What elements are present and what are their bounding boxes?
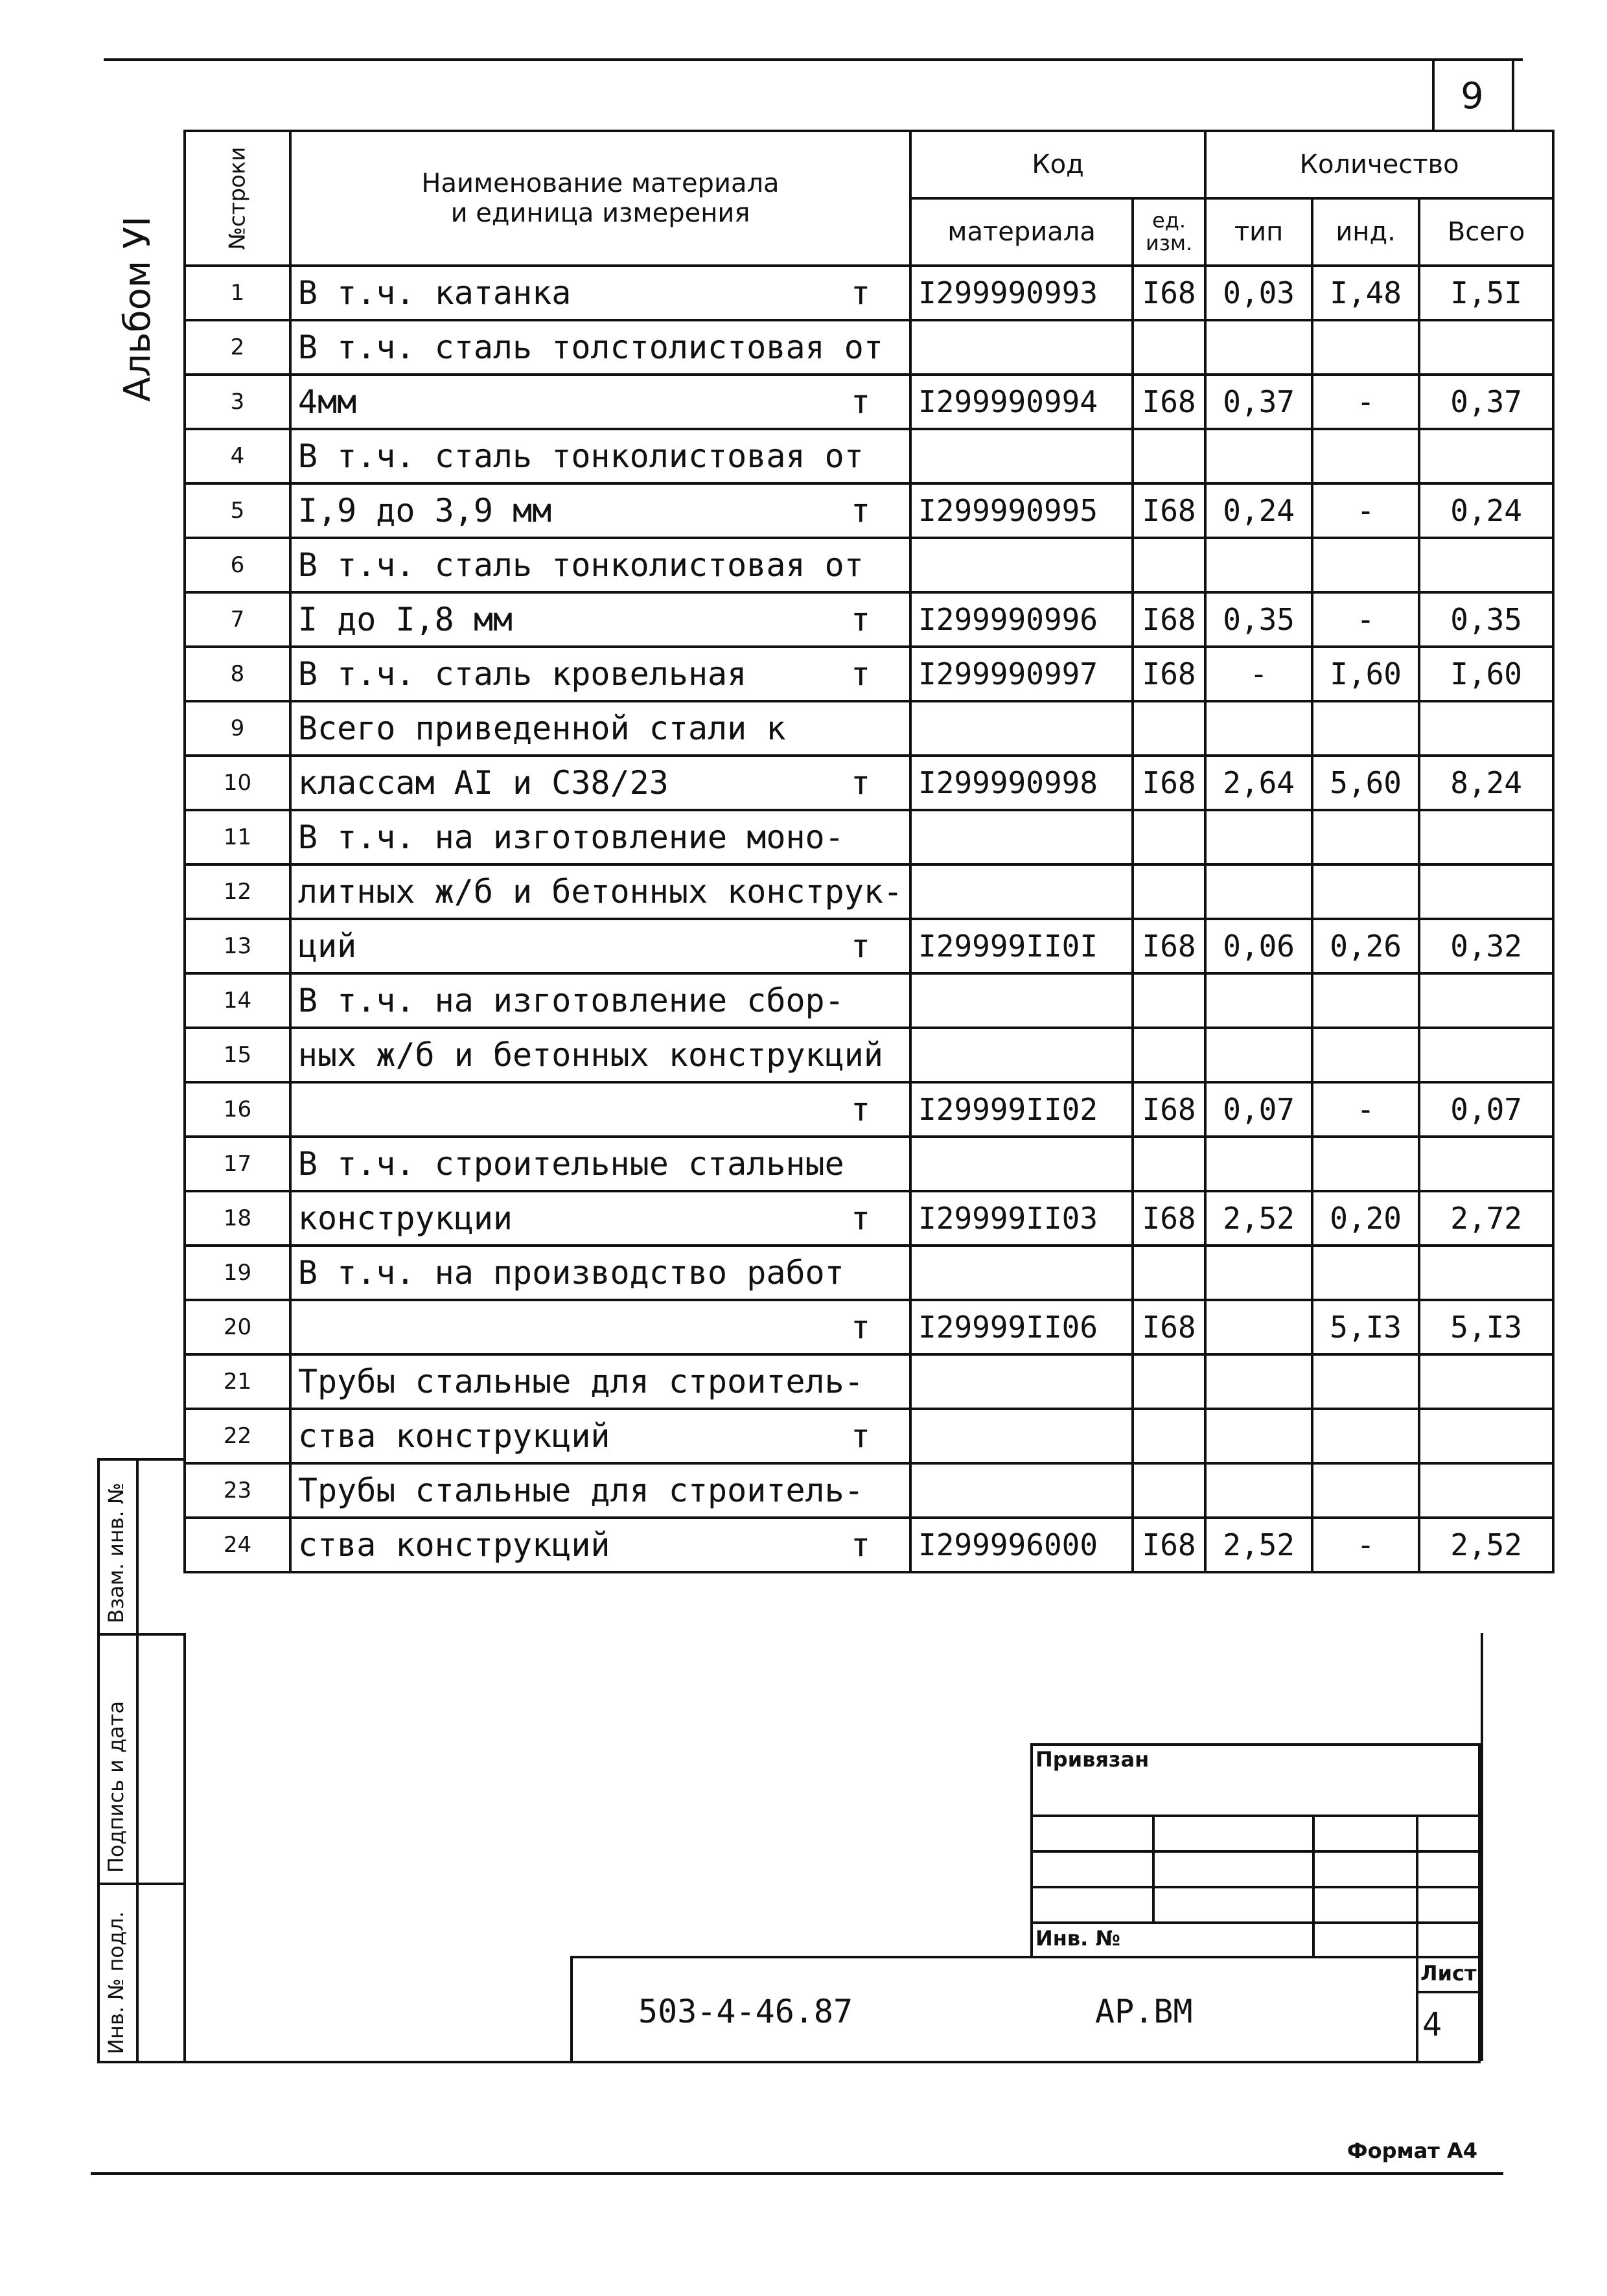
total-cell: [1419, 320, 1553, 375]
material-name-text: ства конструкций: [297, 1417, 610, 1455]
ind-cell: -: [1312, 375, 1419, 429]
tb-line1: [1030, 1815, 1481, 1817]
tip-cell: 0,06: [1205, 919, 1312, 973]
material-name-cell: [290, 1246, 910, 1300]
frame-left: [183, 1633, 186, 2061]
table-row: [185, 1246, 1553, 1300]
table-row: [185, 483, 1553, 538]
row-number-header: №строки: [185, 131, 290, 266]
side-stamp-div2: [97, 1883, 183, 1885]
side-stamp-div1: [97, 1633, 183, 1636]
material-code-cell: [910, 1137, 1133, 1191]
ind-cell: [1312, 429, 1419, 483]
row-number-cell: 2: [185, 320, 290, 375]
total-cell: [1419, 1354, 1553, 1409]
tip-cell: [1205, 973, 1312, 1028]
total-cell: [1419, 701, 1553, 756]
total-cell: [1419, 538, 1553, 592]
total-cell: 2,52: [1419, 1518, 1553, 1572]
row-number-cell: 7: [185, 592, 290, 647]
ind-cell: [1312, 538, 1419, 592]
ind-cell: 0,26: [1312, 919, 1419, 973]
table-row: [185, 1028, 1553, 1082]
row-number-cell: 8: [185, 647, 290, 701]
material-name-text: литных ж/б и бетонных конструк-: [297, 873, 903, 910]
table-body: [185, 266, 1553, 1572]
ind-cell: 5,I3: [1312, 1300, 1419, 1354]
unit-code-cell: I68: [1133, 919, 1205, 973]
tip-cell: [1205, 538, 1312, 592]
ind-header: инд.: [1312, 198, 1419, 266]
total-cell: [1419, 864, 1553, 919]
ind-cell: [1312, 701, 1419, 756]
tip-cell: [1205, 1137, 1312, 1191]
tb-line4: [1030, 1921, 1481, 1924]
ind-cell: [1312, 1028, 1419, 1082]
sheet-label-line: [1416, 1991, 1481, 1993]
row-number-cell: 4: [185, 429, 290, 483]
ind-cell: I,48: [1312, 266, 1419, 320]
table-row: [185, 429, 1553, 483]
footer-rule: [91, 2172, 1503, 2175]
material-name-text: Всего приведенной стали к: [297, 710, 786, 747]
material-name-cell: [290, 1028, 910, 1082]
unit-mark: т: [850, 492, 871, 529]
row-number-cell: 6: [185, 538, 290, 592]
name-header: Наименование материала и единица измерения: [290, 131, 910, 266]
material-name-text: В т.ч. сталь тонколистовая от: [297, 437, 864, 475]
unit-code-cell: [1133, 429, 1205, 483]
table-row: [185, 864, 1553, 919]
material-code-cell: I299990997: [910, 647, 1133, 701]
tip-cell: 0,07: [1205, 1082, 1312, 1137]
tb-vline1: [1152, 1815, 1155, 1921]
material-name-cell: [290, 701, 910, 756]
material-name-text: В т.ч. сталь кровельная: [297, 655, 747, 693]
unit-code-cell: I68: [1133, 1518, 1205, 1572]
tip-cell: 2,64: [1205, 756, 1312, 810]
tip-cell: 0,35: [1205, 592, 1312, 647]
row-number-cell: 14: [185, 973, 290, 1028]
table-row: [185, 1518, 1553, 1572]
ind-cell: -: [1312, 1082, 1419, 1137]
total-cell: [1419, 1246, 1553, 1300]
ind-cell: [1312, 320, 1419, 375]
quantity-header: Количество: [1205, 131, 1553, 198]
unit-code-cell: [1133, 973, 1205, 1028]
table-row: [185, 1463, 1553, 1518]
unit-mark: т: [850, 1308, 871, 1346]
ind-cell: [1312, 1137, 1419, 1191]
unit-code-cell: I68: [1133, 647, 1205, 701]
tip-cell: 0,37: [1205, 375, 1312, 429]
row-number-cell: 17: [185, 1137, 290, 1191]
table-row: [185, 973, 1553, 1028]
total-cell: 8,24: [1419, 756, 1553, 810]
unit-code-cell: I68: [1133, 483, 1205, 538]
material-code-cell: I299990996: [910, 592, 1133, 647]
unit-code-cell: I68: [1133, 266, 1205, 320]
ind-cell: [1312, 1354, 1419, 1409]
total-cell: [1419, 1463, 1553, 1518]
material-name-cell: [290, 266, 910, 320]
material-name-text: ций: [297, 927, 357, 965]
tip-cell: [1205, 1300, 1312, 1354]
material-code-cell: I299990995: [910, 483, 1133, 538]
material-name-text: В т.ч. на производство работ: [297, 1254, 844, 1292]
row-number-cell: 21: [185, 1354, 290, 1409]
table-row: [185, 320, 1553, 375]
unit-mark: т: [850, 601, 871, 638]
unit-code-cell: [1133, 1137, 1205, 1191]
material-code-cell: [910, 973, 1133, 1028]
tip-cell: 0,03: [1205, 266, 1312, 320]
material-name-cell: [290, 1082, 910, 1137]
material-name-text: В т.ч. строительные стальные: [297, 1145, 844, 1183]
table-row: [185, 592, 1553, 647]
doc-code: 503-4-46.87: [638, 1993, 853, 2030]
total-cell: 0,35: [1419, 592, 1553, 647]
row-number-cell: 23: [185, 1463, 290, 1518]
table-row: [185, 1300, 1553, 1354]
material-name-cell: [290, 538, 910, 592]
ind-cell: [1312, 864, 1419, 919]
material-code-cell: [910, 1409, 1133, 1463]
material-code-cell: [910, 320, 1133, 375]
unit-code-cell: [1133, 1028, 1205, 1082]
frame-right: [1481, 1633, 1483, 2061]
material-name-cell: [290, 429, 910, 483]
tip-cell: 0,24: [1205, 483, 1312, 538]
tip-cell: -: [1205, 647, 1312, 701]
unit-mark: т: [850, 383, 871, 421]
total-header: Всего: [1419, 198, 1553, 266]
material-name-cell: [290, 483, 910, 538]
material-code-cell: I29999II03: [910, 1191, 1133, 1246]
total-cell: [1419, 1137, 1553, 1191]
page-number-box-right: [1512, 58, 1514, 131]
ind-cell: -: [1312, 592, 1419, 647]
material-code-cell: I29999II02: [910, 1082, 1133, 1137]
tip-cell: [1205, 864, 1312, 919]
tip-cell: [1205, 1354, 1312, 1409]
tip-cell: [1205, 429, 1312, 483]
code-header: Код: [910, 131, 1205, 198]
tip-cell: [1205, 1028, 1312, 1082]
unit-mark: т: [850, 1526, 871, 1564]
material-name-text: ства конструкций: [297, 1526, 610, 1564]
material-code-cell: [910, 864, 1133, 919]
side-stamp-left: [97, 1458, 100, 2061]
material-code-cell: I299990994: [910, 375, 1133, 429]
table-row: [185, 756, 1553, 810]
material-code-cell: I29999II06: [910, 1300, 1133, 1354]
table-row: [185, 810, 1553, 864]
tip-cell: [1205, 1246, 1312, 1300]
unit-code-cell: [1133, 1409, 1205, 1463]
sheet-number: 4: [1422, 2006, 1442, 2043]
total-cell: 0,24: [1419, 483, 1553, 538]
format-label: Формат А4: [1347, 2139, 1477, 2163]
unit-code-cell: [1133, 1463, 1205, 1518]
row-number-cell: 20: [185, 1300, 290, 1354]
tb-vline2: [1312, 1815, 1315, 1957]
material-name-text: ных ж/б и бетонных конструкций: [297, 1036, 883, 1074]
material-name-cell: [290, 1300, 910, 1354]
table-row: [185, 919, 1553, 973]
unit-code-cell: [1133, 864, 1205, 919]
unit-header: ед. изм.: [1133, 198, 1205, 266]
unit-code-cell: [1133, 810, 1205, 864]
total-cell: I,60: [1419, 647, 1553, 701]
row-number-cell: 9: [185, 701, 290, 756]
total-cell: [1419, 810, 1553, 864]
table-row: [185, 1137, 1553, 1191]
row-number-cell: 24: [185, 1518, 290, 1572]
material-name-text: Трубы стальные для строитель-: [297, 1363, 864, 1400]
material-name-cell: [290, 375, 910, 429]
header-row-1: [185, 131, 1553, 198]
table-row: [185, 266, 1553, 320]
inv-no-label: Инв. №: [1035, 1926, 1120, 1951]
tip-cell: 2,52: [1205, 1518, 1312, 1572]
side-stamp-top: [97, 1458, 183, 1461]
material-code-cell: [910, 1354, 1133, 1409]
tb-line3: [1030, 1886, 1481, 1888]
row-number-cell: 22: [185, 1409, 290, 1463]
tip-cell: [1205, 810, 1312, 864]
total-cell: 0,32: [1419, 919, 1553, 973]
table-row: [185, 538, 1553, 592]
material-name-text: Трубы стальные для строитель-: [297, 1472, 864, 1509]
material-name-cell: [290, 756, 910, 810]
ind-cell: 0,20: [1312, 1191, 1419, 1246]
material-name-cell: [290, 592, 910, 647]
doc-mark: АР.ВМ: [1095, 1993, 1193, 2030]
unit-code-cell: [1133, 701, 1205, 756]
material-name-cell: [290, 1191, 910, 1246]
total-cell: 0,37: [1419, 375, 1553, 429]
row-number-cell: 10: [185, 756, 290, 810]
material-name-cell: [290, 1518, 910, 1572]
table-row: [185, 647, 1553, 701]
sheet-divider: [1416, 1956, 1418, 2061]
unit-code-cell: [1133, 320, 1205, 375]
material-header: материала: [910, 198, 1133, 266]
unit-mark: т: [850, 1200, 871, 1237]
material-code-cell: I299990998: [910, 756, 1133, 810]
unit-mark: т: [850, 1091, 871, 1128]
material-name-cell: [290, 1137, 910, 1191]
total-cell: [1419, 1409, 1553, 1463]
table-row: [185, 1191, 1553, 1246]
material-code-cell: [910, 538, 1133, 592]
sheet-label: Лист: [1420, 1961, 1477, 1986]
material-name-text: классам AI и С38/23: [297, 764, 669, 802]
material-code-cell: I299990993: [910, 266, 1133, 320]
row-number-cell: 5: [185, 483, 290, 538]
total-cell: [1419, 429, 1553, 483]
vzam-inv-label: Взам. инв. №: [104, 1482, 128, 1623]
material-name-text: конструкции: [297, 1200, 513, 1237]
unit-code-cell: [1133, 1354, 1205, 1409]
total-cell: 2,72: [1419, 1191, 1553, 1246]
inv-podl-label: Инв. № подл.: [104, 1911, 128, 2054]
unit-code-cell: I68: [1133, 1191, 1205, 1246]
material-name-cell: [290, 647, 910, 701]
row-number-cell: 13: [185, 919, 290, 973]
album-label: Альбом УI: [117, 216, 159, 402]
material-name-cell: [290, 973, 910, 1028]
privyazan-label: Привязан: [1035, 1747, 1150, 1772]
material-name-text: 4мм: [297, 383, 357, 421]
material-name-cell: [290, 864, 910, 919]
tip-header: тип: [1205, 198, 1312, 266]
material-code-cell: I299996000: [910, 1518, 1133, 1572]
table-row: [185, 1354, 1553, 1409]
material-name-cell: [290, 919, 910, 973]
row-number-cell: 18: [185, 1191, 290, 1246]
ind-cell: [1312, 810, 1419, 864]
table-row: [185, 1082, 1553, 1137]
ind-cell: [1312, 1409, 1419, 1463]
material-code-cell: [910, 429, 1133, 483]
ind-cell: -: [1312, 483, 1419, 538]
material-name-text: В т.ч. на изготовление сбор-: [297, 982, 844, 1019]
tb-line2: [1030, 1850, 1481, 1853]
unit-code-cell: I68: [1133, 1082, 1205, 1137]
tip-cell: [1205, 701, 1312, 756]
material-code-cell: [910, 810, 1133, 864]
tb-vline3: [1416, 1815, 1418, 1957]
unit-mark: т: [850, 1417, 871, 1455]
material-name-cell: [290, 320, 910, 375]
row-number-cell: 19: [185, 1246, 290, 1300]
row-number-cell: 11: [185, 810, 290, 864]
unit-code-cell: I68: [1133, 1300, 1205, 1354]
material-code-cell: [910, 1463, 1133, 1518]
material-code-cell: [910, 1246, 1133, 1300]
tip-cell: [1205, 1463, 1312, 1518]
total-cell: [1419, 1028, 1553, 1082]
row-number-cell: 3: [185, 375, 290, 429]
row-number-cell: 16: [185, 1082, 290, 1137]
tip-cell: 2,52: [1205, 1191, 1312, 1246]
material-name-cell: [290, 1463, 910, 1518]
total-cell: 5,I3: [1419, 1300, 1553, 1354]
unit-mark: т: [850, 927, 871, 965]
materials-table: [183, 130, 1555, 1573]
material-name-text: В т.ч. сталь тонколистовая от: [297, 546, 864, 584]
material-name-text: В т.ч. сталь толстолистовая от: [297, 329, 883, 366]
unit-code-cell: [1133, 538, 1205, 592]
ind-cell: [1312, 1246, 1419, 1300]
total-cell: I,5I: [1419, 266, 1553, 320]
material-code-cell: [910, 1028, 1133, 1082]
ind-cell: -: [1312, 1518, 1419, 1572]
row-number-cell: 12: [185, 864, 290, 919]
unit-mark: т: [850, 274, 871, 312]
row-number-cell: 15: [185, 1028, 290, 1082]
top-rule: [104, 58, 1523, 61]
material-name-text: I,9 до 3,9 мм: [297, 492, 552, 529]
ind-cell: 5,60: [1312, 756, 1419, 810]
row-number-cell: 1: [185, 266, 290, 320]
unit-code-cell: I68: [1133, 375, 1205, 429]
tip-cell: [1205, 1409, 1312, 1463]
table-row: [185, 375, 1553, 429]
material-name-text: В т.ч. на изготовление моно-: [297, 818, 844, 856]
material-name-cell: [290, 1354, 910, 1409]
material-name-cell: [290, 1409, 910, 1463]
material-code-cell: [910, 701, 1133, 756]
unit-mark: т: [850, 655, 871, 693]
unit-mark: т: [850, 764, 871, 802]
ind-cell: [1312, 973, 1419, 1028]
material-name-text: В т.ч. катанка: [297, 274, 572, 312]
table-row: [185, 701, 1553, 756]
ind-cell: I,60: [1312, 647, 1419, 701]
unit-code-cell: [1133, 1246, 1205, 1300]
unit-code-cell: I68: [1133, 756, 1205, 810]
page-number: 9: [1461, 75, 1484, 117]
material-name-cell: [290, 810, 910, 864]
unit-code-cell: I68: [1133, 592, 1205, 647]
podpis-data-label: Подпись и дата: [104, 1700, 128, 1873]
side-stamp-mid: [136, 1458, 139, 2061]
material-code-cell: I29999II0I: [910, 919, 1133, 973]
ind-cell: [1312, 1463, 1419, 1518]
material-name-text: I до I,8 мм: [297, 601, 513, 638]
tip-cell: [1205, 320, 1312, 375]
table-row: [185, 1409, 1553, 1463]
side-stamp-bottom: [97, 2061, 183, 2063]
total-cell: 0,07: [1419, 1082, 1553, 1137]
total-cell: [1419, 973, 1553, 1028]
frame-bottom: [183, 2061, 1481, 2063]
